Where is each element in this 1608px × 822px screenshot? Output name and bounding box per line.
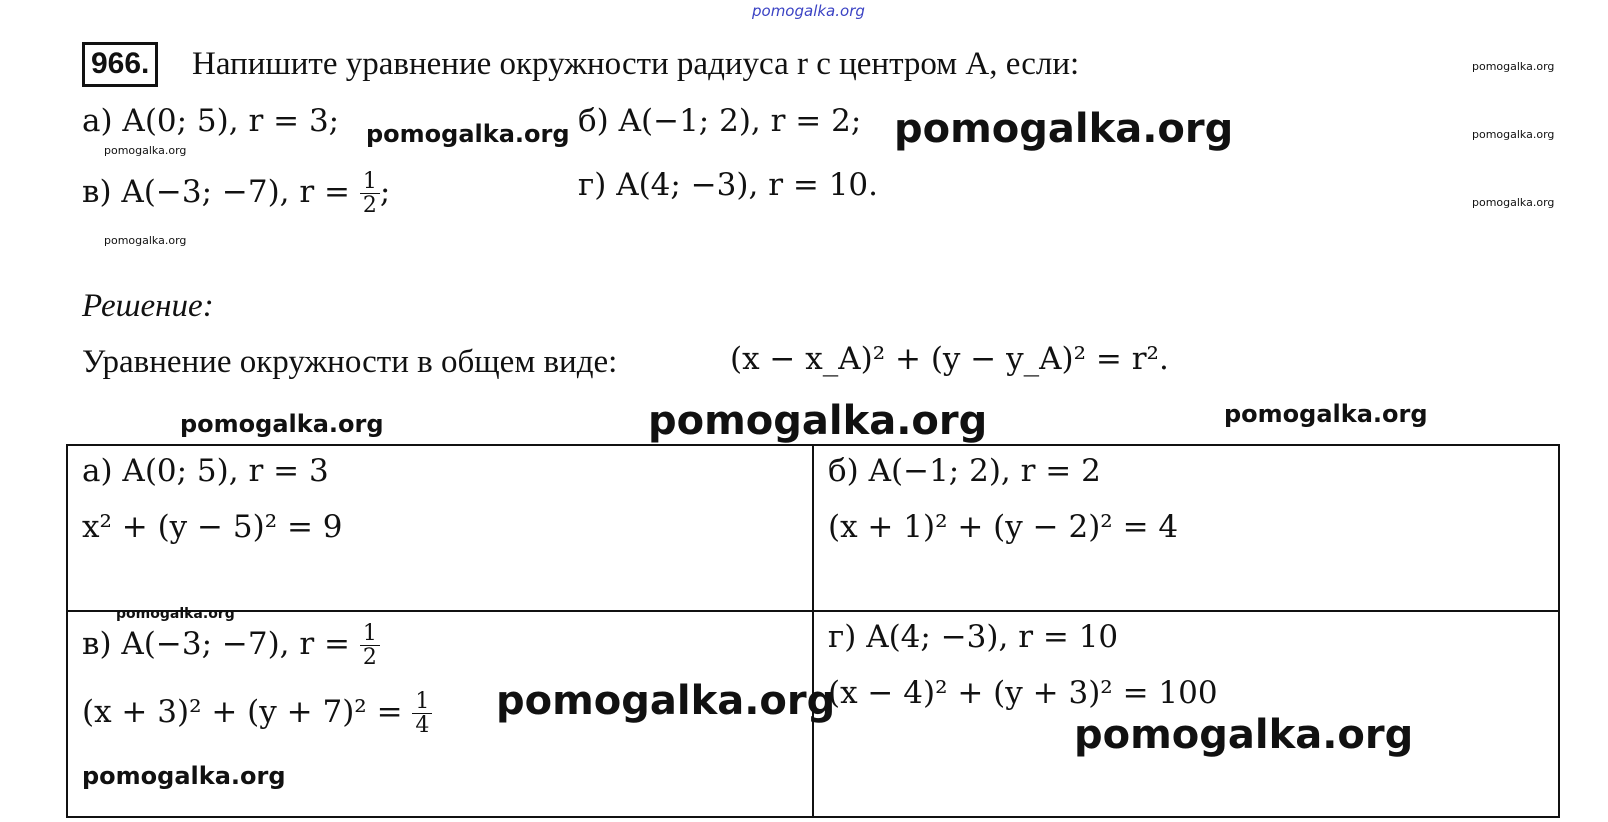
answer-c-equation <box>82 690 432 737</box>
case-c-fraction <box>360 170 380 217</box>
answer-d-equation: (x − 4)² + (y + 3)² = 100 <box>828 675 1218 711</box>
general-formula: (x − x_A)² + (y − y_A)² = r². <box>730 341 1169 377</box>
watermark: pomogalka.org <box>1472 60 1555 73</box>
watermark: pomogalka.org <box>1224 400 1428 428</box>
watermark: pomogalka.org <box>648 398 988 444</box>
case-c-prefix: в) A(−3; −7), r = <box>82 174 351 211</box>
fraction-denominator: 2 <box>362 193 377 219</box>
watermark: pomogalka.org <box>366 120 570 148</box>
watermark: pomogalka.org <box>104 234 187 247</box>
answer-c-given-fraction <box>360 622 380 669</box>
answer-a-equation: x² + (y − 5)² = 9 <box>82 509 343 545</box>
fraction-denominator: 2 <box>362 645 377 671</box>
answer-b-given: б) A(−1; 2), r = 2 <box>828 453 1101 489</box>
answer-cell-d <box>813 611 1559 817</box>
watermark-top: pomogalka.org <box>752 2 865 20</box>
case-c-suffix: ; <box>379 174 391 211</box>
fraction-numerator: 1 <box>412 690 432 714</box>
case-c <box>82 170 390 217</box>
answer-a-given: а) A(0; 5), r = 3 <box>82 453 329 489</box>
answer-c-equation-prefix: (x + 3)² + (y + 7)² = <box>82 694 403 731</box>
answer-c-equation-fraction <box>412 690 432 737</box>
watermark: pomogalka.org <box>1472 196 1555 209</box>
case-a: а) A(0; 5), r = 3; <box>82 103 340 139</box>
answer-cell-c <box>67 606 836 817</box>
problem-statement: Напишите уравнение окружности радиуса r с центром A, если: <box>192 46 1080 82</box>
watermark: pomogalka.org <box>116 606 235 622</box>
watermark: pomogalka.org <box>496 678 836 724</box>
problem-number: 966. <box>82 42 158 87</box>
fraction-numerator: 1 <box>360 622 380 646</box>
answers-table <box>66 444 1560 818</box>
solution-heading: Решение: <box>82 288 214 324</box>
answer-b-equation: (x + 1)² + (y − 2)² = 4 <box>828 509 1179 545</box>
answer-d-given: г) A(4; −3), r = 10 <box>828 619 1119 655</box>
watermark: pomogalka.org <box>1472 128 1555 141</box>
watermark: pomogalka.org <box>82 762 286 790</box>
answer-c-given <box>82 622 380 669</box>
watermark: pomogalka.org <box>104 144 187 157</box>
answer-c-given-prefix: в) A(−3; −7), r = <box>82 626 351 663</box>
fraction-denominator: 4 <box>415 713 430 739</box>
fraction-numerator: 1 <box>360 170 380 194</box>
answer-cell-a <box>67 445 813 611</box>
general-label: Уравнение окружности в общем виде: <box>82 344 618 380</box>
case-b: б) A(−1; 2), r = 2; <box>578 103 862 139</box>
watermark: pomogalka.org <box>1074 712 1414 758</box>
answer-cell-b <box>813 445 1559 611</box>
watermark: pomogalka.org <box>894 106 1234 152</box>
watermark: pomogalka.org <box>180 410 384 438</box>
case-d: г) A(4; −3), r = 10. <box>578 167 878 203</box>
